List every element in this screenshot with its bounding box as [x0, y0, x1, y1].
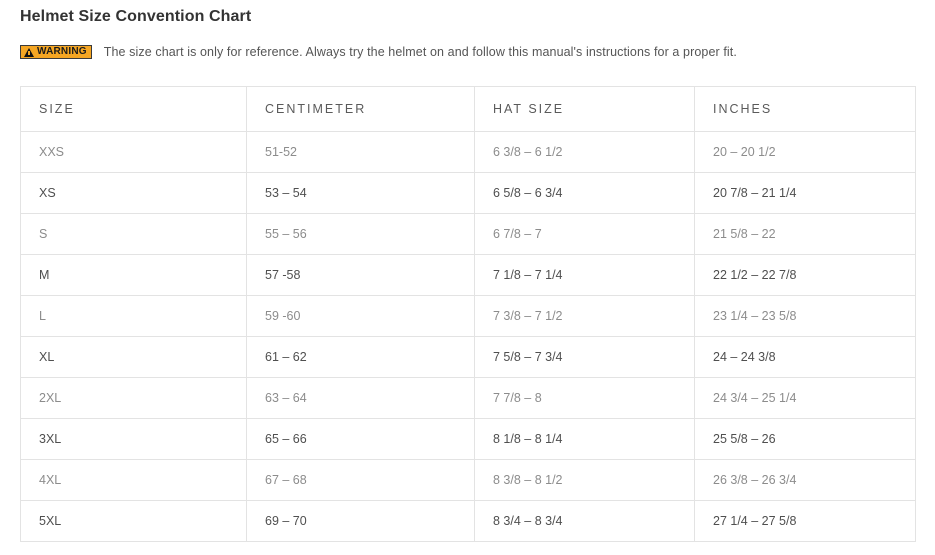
table-row	[21, 501, 916, 542]
cell-centimeter: 55 – 56	[247, 214, 475, 255]
cell-size: XL	[21, 337, 247, 378]
column-header-size: SIZE	[21, 87, 247, 132]
cell-size: L	[21, 296, 247, 337]
table-row	[21, 460, 916, 501]
cell-inches: 27 1/4 – 27 5/8	[695, 501, 916, 542]
cell-centimeter: 65 – 66	[247, 419, 475, 460]
cell-inches: 23 1/4 – 23 5/8	[695, 296, 916, 337]
cell-inches: 25 5/8 – 26	[695, 419, 916, 460]
page-title: Helmet Size Convention Chart	[20, 8, 252, 25]
cell-size: 3XL	[21, 419, 247, 460]
cell-centimeter: 51-52	[247, 132, 475, 173]
warning-badge-label: WARNING	[37, 46, 87, 57]
size-chart-page	[0, 8, 935, 555]
warning-notice	[20, 42, 915, 62]
cell-hat-size: 7 7/8 – 8	[475, 378, 695, 419]
table-row	[21, 337, 916, 378]
cell-hat-size: 8 3/8 – 8 1/2	[475, 460, 695, 501]
cell-centimeter: 67 – 68	[247, 460, 475, 501]
table-row	[21, 173, 916, 214]
table-row	[21, 378, 916, 419]
table-body	[21, 132, 916, 542]
cell-inches: 21 5/8 – 22	[695, 214, 916, 255]
cell-size: M	[21, 255, 247, 296]
cell-hat-size: 7 3/8 – 7 1/2	[475, 296, 695, 337]
column-header-centimeter: CENTIMETER	[247, 87, 475, 132]
cell-size: 4XL	[21, 460, 247, 501]
column-header-hat-size: HAT SIZE	[475, 87, 695, 132]
cell-hat-size: 8 1/8 – 8 1/4	[475, 419, 695, 460]
table-row	[21, 214, 916, 255]
cell-hat-size: 7 1/8 – 7 1/4	[475, 255, 695, 296]
cell-centimeter: 61 – 62	[247, 337, 475, 378]
cell-inches: 24 – 24 3/8	[695, 337, 916, 378]
cell-centimeter: 53 – 54	[247, 173, 475, 214]
cell-size: 2XL	[21, 378, 247, 419]
cell-size: XXS	[21, 132, 247, 173]
cell-inches: 24 3/4 – 25 1/4	[695, 378, 916, 419]
table-row	[21, 132, 916, 173]
cell-centimeter: 63 – 64	[247, 378, 475, 419]
table-row	[21, 419, 916, 460]
cell-hat-size: 8 3/4 – 8 3/4	[475, 501, 695, 542]
table-row	[21, 296, 916, 337]
table-header-row	[21, 87, 916, 132]
cell-centimeter: 69 – 70	[247, 501, 475, 542]
table-row	[21, 255, 916, 296]
cell-size: S	[21, 214, 247, 255]
column-header-inches: INCHES	[695, 87, 916, 132]
cell-size: XS	[21, 173, 247, 214]
warning-triangle-icon	[24, 48, 34, 57]
size-chart-table	[20, 86, 916, 542]
warning-badge	[20, 45, 92, 59]
cell-hat-size: 6 3/8 – 6 1/2	[475, 132, 695, 173]
cell-size: 5XL	[21, 501, 247, 542]
cell-inches: 20 – 20 1/2	[695, 132, 916, 173]
cell-inches: 20 7/8 – 21 1/4	[695, 173, 916, 214]
cell-centimeter: 59 -60	[247, 296, 475, 337]
warning-notice-text: The size chart is only for reference. Always try the helmet on and follow this manual's instructions for a proper fit.	[103, 45, 737, 59]
cell-inches: 22 1/2 – 22 7/8	[695, 255, 916, 296]
table-header	[21, 87, 916, 132]
cell-centimeter: 57 -58	[247, 255, 475, 296]
cell-inches: 26 3/8 – 26 3/4	[695, 460, 916, 501]
cell-hat-size: 6 5/8 – 6 3/4	[475, 173, 695, 214]
cell-hat-size: 7 5/8 – 7 3/4	[475, 337, 695, 378]
cell-hat-size: 6 7/8 – 7	[475, 214, 695, 255]
